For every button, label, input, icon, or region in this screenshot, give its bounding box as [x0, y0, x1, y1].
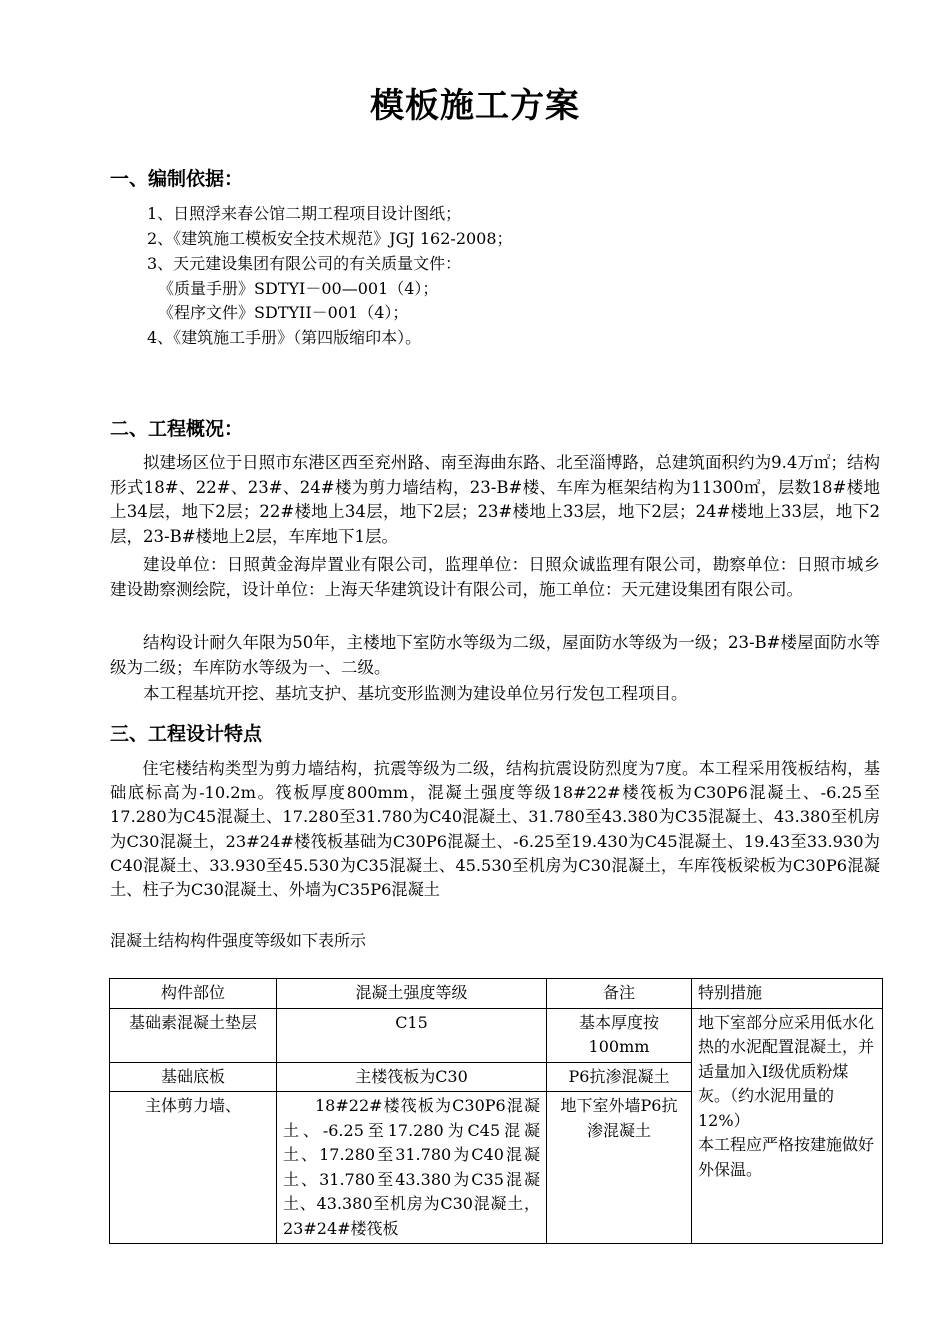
basis-subitem: 《质量手册》SDTYI－00—001（4）； [158, 279, 439, 298]
special-measures-text: 本工程应严格按建施做好外保温。 [698, 1135, 875, 1179]
table-caption: 混凝土结构构件强度等级如下表所示 [110, 931, 367, 950]
table-row [110, 1008, 883, 1062]
table-cell: 主楼筏板为C30 [277, 1062, 547, 1092]
design-features-paragraph: 住宅楼结构类型为剪力墙结构，抗震等级为二级，结构抗震设防烈度为7度。本工程采用筏板结构，基础底标高为-10.2m。筏板厚度800mm，混凝土强度等级18#22#楼筏板为C30P6混凝土、-6.25至17.280为C45混凝土、17.280至31.780为C40混凝土、31.780至43.380为C35混凝土、43.380至机房为C30混凝土，23#24#楼筏板基础为C30P6混凝土、-6.25至19.430为C45混凝土、19.43至33.930为C40混凝土、33.930至45.530为C35混凝土、45.530至机房为C30混凝土，车库筏板梁板为C30P6混凝土、柱子为C30混凝土、外墙为C35P6混凝土 [110, 759, 880, 900]
special-measures-text: 地下室部分应采用低水化热的水泥配置混凝土，并适量加入Ⅰ级优质粉煤灰。（约水泥用量的12%） [698, 1012, 875, 1130]
document-title: 模板施工方案 [370, 86, 580, 126]
basis-item: 3、天元建设集团有限公司的有关质量文件： [147, 254, 462, 273]
table-cell: C15 [277, 1008, 547, 1062]
table-header-cell: 备注 [547, 979, 692, 1009]
basis-item: 1、日照浮来春公馆二期工程项目设计图纸； [147, 204, 462, 223]
special-measures-cell [692, 1008, 883, 1244]
overview-paragraph: 结构设计耐久年限为50年，主楼地下室防水等级为二级，屋面防水等级为一级；23-B#楼屋面防水等级为二级；车库防水等级为一、二级。 [110, 633, 880, 677]
table-cell: 基础底板 [110, 1062, 277, 1092]
overview-paragraph: 拟建场区位于日照市东港区西至兖州路、南至海曲东路、北至淄博路，总建筑面积约为9.4万㎡；结构形式18#、22#、23#、24#楼为剪力墙结构，23-B#楼、车库为框架结构为11300㎡，层数18#楼地上34层，地下2层；22#楼地上34层，地下2层；23#楼地上33层，地下2层；24#楼地上33层，地下2层，23-B#楼地上2层，车库地下1层。 [110, 453, 880, 546]
section-heading-basis: 一、编制依据： [110, 168, 244, 190]
table-header-cell: 混凝土强度等级 [277, 979, 547, 1009]
basis-subitem: 《程序文件》SDTYII－001（4）； [158, 303, 409, 322]
concrete-strength-table [109, 978, 883, 1244]
basis-item: 2、《建筑施工模板安全技术规范》JGJ 162-2008； [147, 229, 513, 248]
overview-paragraph: 本工程基坑开挖、基坑支护、基坑变形监测为建设单位另行发包工程项目。 [143, 684, 688, 703]
table-header-cell: 构件部位 [110, 979, 277, 1009]
section-heading-overview: 二、工程概况： [110, 418, 244, 440]
table-header-cell: 特别措施 [692, 979, 883, 1009]
section-heading-design-features: 三、工程设计特点 [110, 723, 263, 745]
basis-item: 4、《建筑施工手册》（第四版缩印本）。 [147, 328, 422, 347]
table-header-row [110, 979, 883, 1009]
table-cell: 基础素混凝土垫层 [110, 1008, 277, 1062]
table-cell: 18#22#楼筏板为C30P6混凝土、-6.25至17.280为C45混凝土、17.280至31.780为C40混凝土、31.780至43.380为C35混凝土、43.380至机房为C30混凝土，23#24#楼筏板 [277, 1092, 547, 1244]
table-cell: P6抗渗混凝土 [547, 1062, 692, 1092]
table-cell: 基本厚度按100mm [547, 1008, 692, 1062]
overview-paragraph: 建设单位：日照黄金海岸置业有限公司，监理单位：日照众诚监理有限公司，勘察单位：日照市城乡建设勘察测绘院，设计单位：上海天华建筑设计有限公司，施工单位：天元建设集团有限公司。 [110, 555, 880, 599]
table-cell: 地下室外墙P6抗渗混凝土 [547, 1092, 692, 1244]
table-cell: 主体剪力墙、 [110, 1092, 277, 1244]
